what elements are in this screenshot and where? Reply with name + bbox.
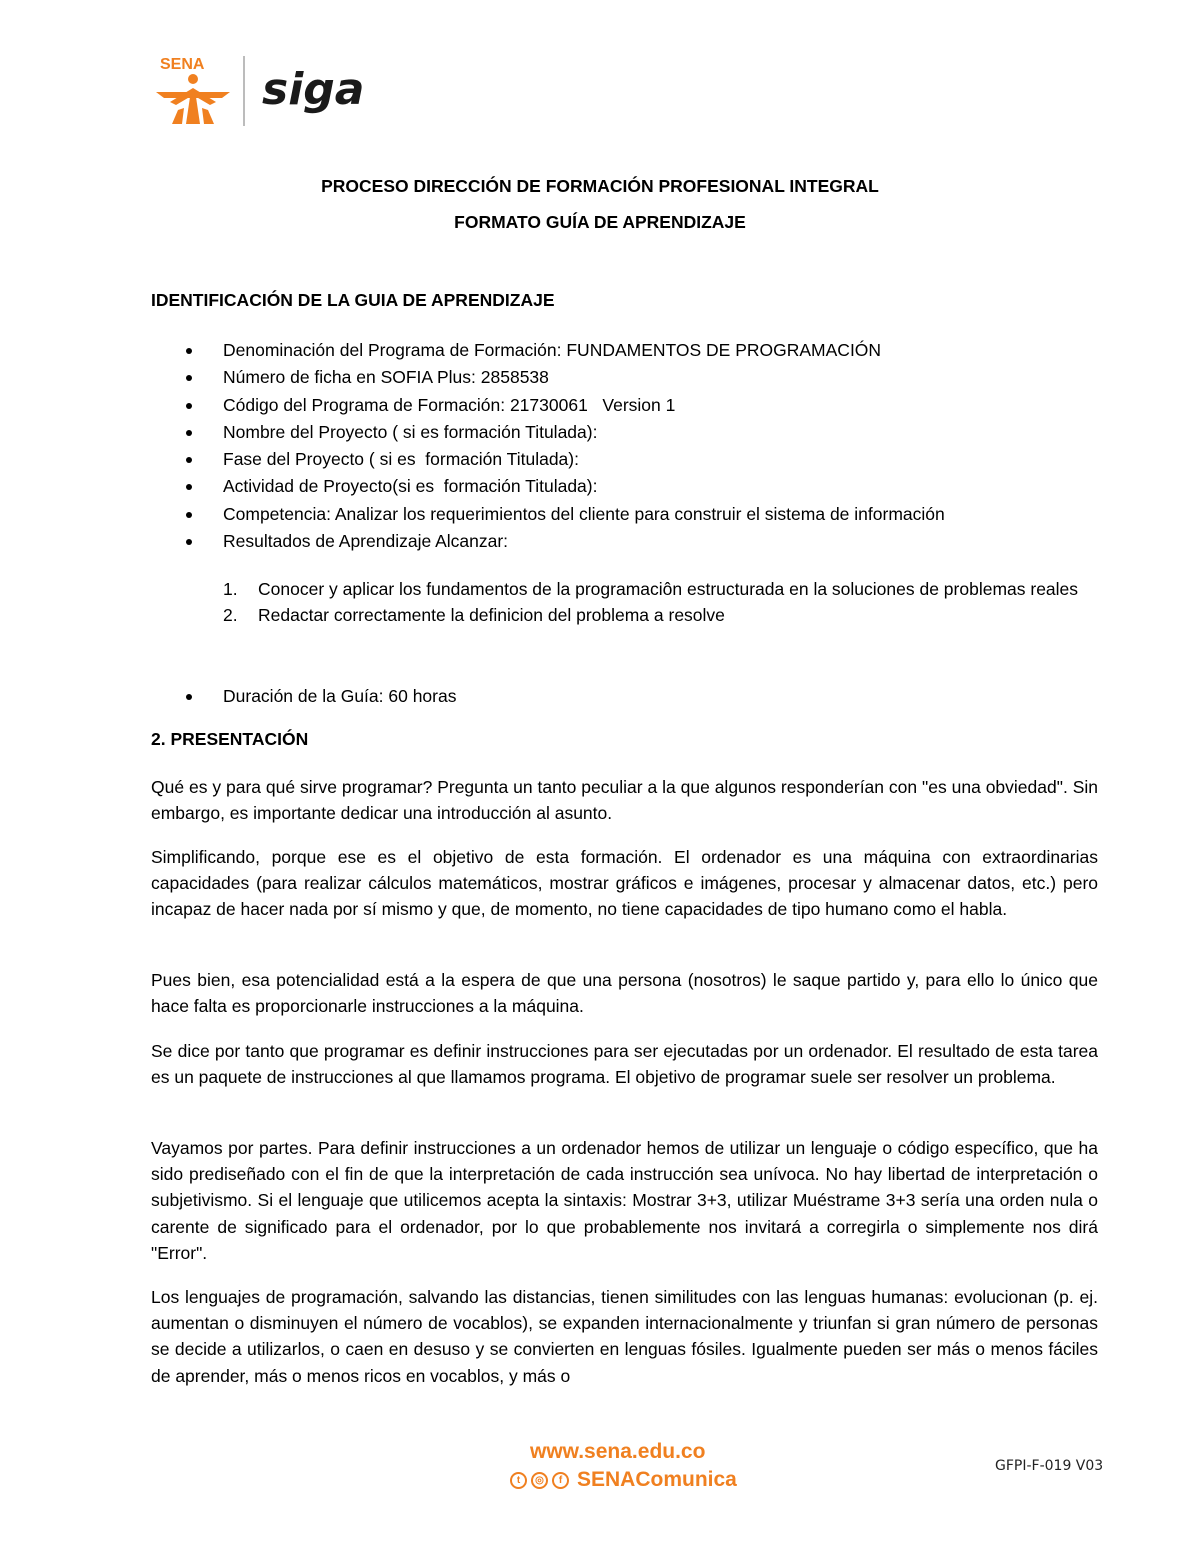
document-code: GFPI-F-019 V03: [995, 1458, 1104, 1474]
social-handle[interactable]: SENAComunica: [577, 1468, 737, 1491]
sena-logo-text: SENA: [160, 56, 205, 73]
siga-logo-text: siga: [262, 64, 365, 115]
instagram-icon[interactable]: ◎: [531, 1472, 548, 1489]
bullet-icon: [186, 375, 192, 381]
list-item: Código del Programa de Formación: 21730061 Version 1: [151, 392, 1101, 419]
facebook-icon[interactable]: f: [552, 1472, 569, 1489]
duration-text: Duración de la Guía: 60 horas: [223, 686, 457, 706]
bullet-icon: [186, 430, 192, 436]
sena-logo-icon: [150, 52, 236, 128]
identification-heading: IDENTIFICACIÓN DE LA GUIA DE APRENDIZAJE: [151, 290, 555, 310]
result-item: 1. Conocer y aplicar los fundamentos de la programaciôn estructurada en la soluciones de problemas reales: [223, 579, 1079, 599]
bullet-icon: [186, 348, 192, 354]
paragraph: Simplificando, porque ese es el objetivo de esta formación. El ordenador es una máquina con extraordinarias capacidades (para realizar cálculos matemáticos, mostrar gráficos e imágenes, procesar y almacenar datos, etc.) pero incapaz de hacer nada por sí mismo y que, de momento, no tiene capacidades de tipo humano como el habla.: [151, 847, 1098, 920]
list-item: Resultados de Aprendizaje Alcanzar:: [151, 528, 1101, 555]
bullet-icon: [186, 484, 192, 490]
bullet-icon: [186, 512, 192, 518]
process-title: PROCESO DIRECCIÓN DE FORMACIÓN PROFESIONAL INTEGRAL: [321, 176, 879, 196]
paragraph: Qué es y para qué sirve programar? Pregunta un tanto peculiar a la que algunos responderían con "es una obviedad". Sin embargo, es importante dedicar una introducción al asunto.: [151, 777, 1098, 824]
list-item: Actividad de Proyecto(si es formación Titulada):: [151, 473, 1101, 500]
bullet-icon: [186, 539, 192, 545]
twitter-icon[interactable]: t: [510, 1472, 527, 1489]
list-item: Nombre del Proyecto ( si es formación Titulada):: [151, 419, 1101, 446]
website-link[interactable]: www.sena.edu.co: [530, 1440, 706, 1463]
list-item: Competencia: Analizar los requerimientos del cliente para construir el sistema de información: [151, 501, 1101, 528]
list-item: Número de ficha en SOFIA Plus: 2858538: [151, 364, 1101, 391]
duration-list: [151, 683, 1098, 709]
paragraph: Vayamos por partes. Para definir instrucciones a un ordenador hemos de utilizar un lenguaje o código específico, que ha sido prediseñado con el fin de que la interpretación de cada instrucción sea unívoca. No hay libertad de interpretación o subjetivismo. Si el lenguaje que utilicemos acepta la sintaxis: Mostrar 3+3, utilizar Muéstrame 3+3 sería una orden nula o carente de significado para el ordenador, por lo que probablemente nos invitará a corregirla o simplemente nos dirá "Error".: [151, 1138, 1098, 1263]
social-bar: [510, 1468, 737, 1492]
list-item: Fase del Proyecto ( si es formación Titulada):: [151, 446, 1101, 473]
list-item: [151, 683, 1098, 709]
paragraph: Los lenguajes de programación, salvando las distancias, tienen similitudes con las lenguas humanas: evolucionan (p. ej. aumentan o disminuyen el número de vocablos), se expanden internacionalmente y triunfan si gran número de personas se decide a utilizarlos, o caen en desuso y se convierten en lenguas fósiles. Igualmente pueden ser más o menos fáciles de aprender, más o menos ricos en vocablos, y más o: [151, 1287, 1098, 1386]
format-title: FORMATO GUÍA DE APRENDIZAJE: [454, 212, 746, 232]
paragraph: Se dice por tanto que programar es definir instrucciones para ser ejecutadas por un ordenador. El resultado de esta tarea es un paquete de instrucciones al que llamamos programa. El objetivo de programar suele ser resolver un problema.: [151, 1041, 1098, 1088]
result-item: 2. Redactar correctamente la definicion del problema a resolve: [223, 604, 725, 625]
bullet-icon: [186, 403, 192, 409]
results-list: [151, 577, 1098, 628]
bullet-icon: [186, 457, 192, 463]
siga-logo-icon: [262, 62, 380, 118]
presentation-heading: 2. PRESENTACIÓN: [151, 729, 309, 749]
identification-list: [151, 337, 1101, 555]
list-item: Denominación del Programa de Formación: FUNDAMENTOS DE PROGRAMACIÓN: [151, 337, 1101, 364]
logo-divider: [243, 56, 245, 126]
bullet-icon: [186, 694, 192, 700]
paragraph: Pues bien, esa potencialidad está a la espera de que una persona (nosotros) le saque partido y, para ello lo único que hace falta es proporcionarle instrucciones a la máquina.: [151, 970, 1098, 1017]
